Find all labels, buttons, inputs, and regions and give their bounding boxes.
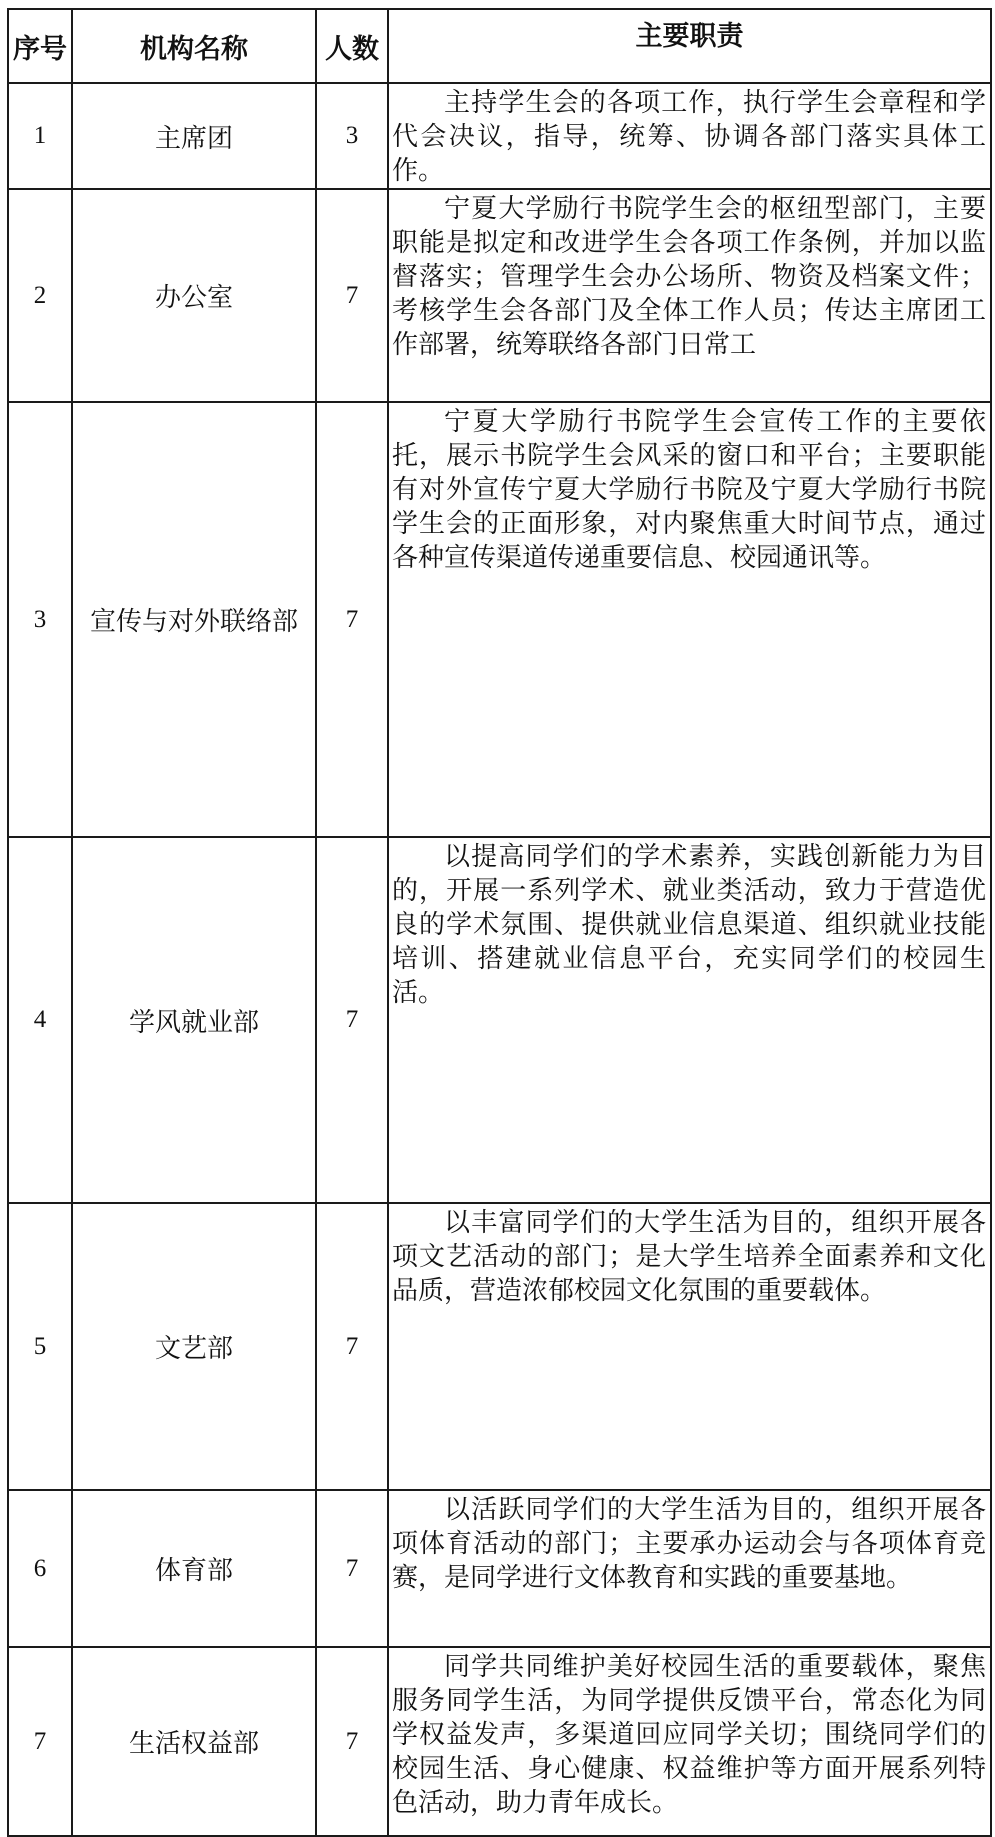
row-number: 3 <box>8 402 72 837</box>
org-name: 生活权益部 <box>72 1647 316 1836</box>
org-name: 学风就业部 <box>72 837 316 1203</box>
row-number: 7 <box>8 1647 72 1836</box>
row-number: 4 <box>8 837 72 1203</box>
duty-text: 主持学生会的各项工作，执行学生会章程和学代会决议，指导，统筹、协调各部门落实具体工作。 <box>388 83 991 189</box>
duty-text: 以丰富同学们的大学生活为目的，组织开展各项文艺活动的部门；是大学生培养全面素养和文化品质，营造浓郁校园文化氛围的重要载体。 <box>388 1203 991 1490</box>
headcount: 7 <box>316 1203 388 1490</box>
row-number: 2 <box>8 189 72 402</box>
headcount: 7 <box>316 837 388 1203</box>
duty-text: 同学共同维护美好校园生活的重要载体，聚焦服务同学生活，为同学提供反馈平台，常态化为同学权益发声，多渠道回应同学关切；围绕同学们的校园生活、身心健康、权益维护等方面开展系列特色活动，助力青年成长。 <box>388 1647 991 1836</box>
header-number: 序号 <box>8 9 72 83</box>
table-row <box>8 1203 991 1490</box>
headcount: 7 <box>316 1490 388 1647</box>
duty-text: 宁夏大学励行书院学生会宣传工作的主要依托，展示书院学生会风采的窗口和平台；主要职能有对外宣传宁夏大学励行书院及宁夏大学励行书院学生会的正面形象，对内聚焦重大时间节点，通过各种宣传渠道传递重要信息、校园通讯等。 <box>388 402 991 837</box>
row-number: 1 <box>8 83 72 189</box>
table-row <box>8 1647 991 1836</box>
table-row <box>8 189 991 402</box>
org-name: 文艺部 <box>72 1203 316 1490</box>
org-name: 办公室 <box>72 189 316 402</box>
table-row <box>8 402 991 837</box>
header-main-duties: 主要职责 <box>388 9 991 83</box>
table-header-row <box>8 9 991 83</box>
org-name: 体育部 <box>72 1490 316 1647</box>
org-name: 主席团 <box>72 83 316 189</box>
table-row <box>8 83 991 189</box>
row-number: 6 <box>8 1490 72 1647</box>
organization-table <box>7 8 992 1837</box>
table-row <box>8 1490 991 1647</box>
duty-text: 宁夏大学励行书院学生会的枢纽型部门，主要职能是拟定和改进学生会各项工作条例，并加以监督落实；管理学生会办公场所、物资及档案文件；考核学生会各部门及全体工作人员；传达主席团工作部署，统筹联络各部门日常工 <box>388 189 991 402</box>
headcount: 7 <box>316 402 388 837</box>
duty-text: 以提高同学们的学术素养，实践创新能力为目的，开展一系列学术、就业类活动，致力于营造优良的学术氛围、提供就业信息渠道、组织就业技能培训、搭建就业信息平台，充实同学们的校园生活。 <box>388 837 991 1203</box>
cropped-top-edge <box>0 0 995 8</box>
table-row <box>8 837 991 1203</box>
org-name: 宣传与对外联络部 <box>72 402 316 837</box>
duty-text: 以活跃同学们的大学生活为目的，组织开展各项体育活动的部门；主要承办运动会与各项体育竞赛，是同学进行文体教育和实践的重要基地。 <box>388 1490 991 1647</box>
header-org-name: 机构名称 <box>72 9 316 83</box>
header-headcount: 人数 <box>316 9 388 83</box>
headcount: 3 <box>316 83 388 189</box>
headcount: 7 <box>316 1647 388 1836</box>
headcount: 7 <box>316 189 388 402</box>
row-number: 5 <box>8 1203 72 1490</box>
